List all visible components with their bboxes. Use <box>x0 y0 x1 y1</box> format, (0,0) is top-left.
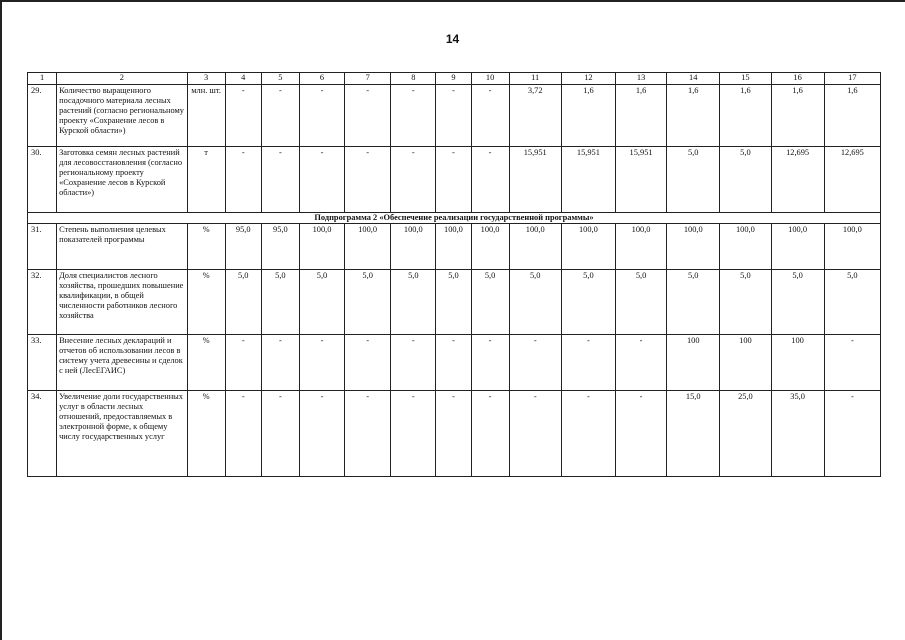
value-cell: 100,0 <box>391 224 436 270</box>
value-cell: - <box>561 391 615 477</box>
header-cell: 13 <box>615 73 666 85</box>
header-cell: 17 <box>824 73 880 85</box>
value-cell: 5,0 <box>299 270 344 335</box>
value-cell: 3,72 <box>509 85 561 147</box>
header-cell: 11 <box>509 73 561 85</box>
header-cell: 15 <box>720 73 771 85</box>
value-cell: 100,0 <box>471 224 509 270</box>
value-cell: 5,0 <box>345 270 391 335</box>
value-cell: - <box>471 335 509 391</box>
value-cell: 12,695 <box>771 147 824 213</box>
value-cell: 25,0 <box>720 391 771 477</box>
value-cell: - <box>225 335 261 391</box>
value-cell: 5,0 <box>667 270 720 335</box>
value-cell: - <box>299 335 344 391</box>
value-cell: 5,0 <box>509 270 561 335</box>
value-cell: - <box>299 147 344 213</box>
table-row <box>28 391 881 477</box>
header-row <box>28 73 881 85</box>
value-cell: - <box>261 147 299 213</box>
value-cell: - <box>615 335 666 391</box>
value-cell: 95,0 <box>225 224 261 270</box>
header-cell: 5 <box>261 73 299 85</box>
value-cell: - <box>824 335 880 391</box>
value-cell: 100 <box>771 335 824 391</box>
value-cell: - <box>299 391 344 477</box>
value-cell: 5,0 <box>720 147 771 213</box>
value-cell: 1,6 <box>824 85 880 147</box>
value-cell: - <box>824 391 880 477</box>
indicator-name: Количество выращенного посадочного материала лесных растений (согласно региональному проекту «Сохранение лесов в Курской области») <box>57 85 187 147</box>
value-cell: 100,0 <box>720 224 771 270</box>
unit-cell: млн. шт. <box>187 85 225 147</box>
header-cell: 3 <box>187 73 225 85</box>
value-cell: 100,0 <box>561 224 615 270</box>
row-number: 30. <box>28 147 57 213</box>
value-cell: 15,951 <box>561 147 615 213</box>
value-cell: 5,0 <box>391 270 436 335</box>
value-cell: 15,951 <box>615 147 666 213</box>
value-cell: 100,0 <box>615 224 666 270</box>
header-cell: 10 <box>471 73 509 85</box>
header-cell: 9 <box>436 73 471 85</box>
unit-cell: % <box>187 224 225 270</box>
table-row <box>28 335 881 391</box>
header-cell: 4 <box>225 73 261 85</box>
table-row <box>28 147 881 213</box>
header-cell: 14 <box>667 73 720 85</box>
value-cell: - <box>225 391 261 477</box>
unit-cell: % <box>187 335 225 391</box>
value-cell: - <box>345 85 391 147</box>
value-cell: 100,0 <box>509 224 561 270</box>
row-number: 29. <box>28 85 57 147</box>
value-cell: - <box>345 335 391 391</box>
value-cell: 100,0 <box>667 224 720 270</box>
header-cell: 16 <box>771 73 824 85</box>
unit-cell: т <box>187 147 225 213</box>
value-cell: - <box>345 147 391 213</box>
section-row <box>28 213 881 224</box>
value-cell: 5,0 <box>436 270 471 335</box>
header-cell: 7 <box>345 73 391 85</box>
indicator-name: Доля специалистов лесного хозяйства, прошедших повышение квалификации, в общей численности работников лесного хозяйства <box>57 270 187 335</box>
value-cell: - <box>225 85 261 147</box>
value-cell: - <box>436 85 471 147</box>
value-cell: - <box>471 85 509 147</box>
value-cell: - <box>225 147 261 213</box>
value-cell: - <box>261 335 299 391</box>
value-cell: - <box>261 391 299 477</box>
value-cell: 5,0 <box>824 270 880 335</box>
table-row <box>28 85 881 147</box>
header-cell: 1 <box>28 73 57 85</box>
value-cell: 100,0 <box>436 224 471 270</box>
value-cell: - <box>471 147 509 213</box>
value-cell: 5,0 <box>720 270 771 335</box>
value-cell: 15,0 <box>667 391 720 477</box>
row-number: 34. <box>28 391 57 477</box>
value-cell: - <box>436 335 471 391</box>
indicator-name: Внесение лесных деклараций и отчетов об использовании лесов в систему учета древесины и сделок с ней (ЛесЕГАИС) <box>57 335 187 391</box>
value-cell: 5,0 <box>615 270 666 335</box>
table-row <box>28 224 881 270</box>
value-cell: - <box>436 147 471 213</box>
value-cell: 100 <box>720 335 771 391</box>
table-row <box>28 270 881 335</box>
value-cell: 5,0 <box>561 270 615 335</box>
header-cell: 6 <box>299 73 344 85</box>
value-cell: - <box>509 335 561 391</box>
indicator-name: Заготовка семян лесных растений для лесовосстановления (согласно региональному проекту «Сохранение лесов в Курской области») <box>57 147 187 213</box>
value-cell: 5,0 <box>225 270 261 335</box>
value-cell: - <box>299 85 344 147</box>
value-cell: - <box>345 391 391 477</box>
value-cell: 100,0 <box>771 224 824 270</box>
value-cell: 5,0 <box>771 270 824 335</box>
value-cell: 100 <box>667 335 720 391</box>
value-cell: 35,0 <box>771 391 824 477</box>
value-cell: 100,0 <box>824 224 880 270</box>
value-cell: 1,6 <box>667 85 720 147</box>
value-cell: - <box>436 391 471 477</box>
value-cell: 5,0 <box>471 270 509 335</box>
row-number: 33. <box>28 335 57 391</box>
indicators-table <box>27 72 881 477</box>
value-cell: - <box>391 147 436 213</box>
value-cell: 1,6 <box>720 85 771 147</box>
value-cell: 1,6 <box>561 85 615 147</box>
indicator-name: Степень выполнения целевых показателей программы <box>57 224 187 270</box>
section-title: Подпрограмма 2 «Обеспечение реализации государственной программы» <box>28 213 881 224</box>
header-cell: 2 <box>57 73 187 85</box>
value-cell: - <box>391 335 436 391</box>
unit-cell: % <box>187 270 225 335</box>
unit-cell: % <box>187 391 225 477</box>
value-cell: 1,6 <box>615 85 666 147</box>
row-number: 31. <box>28 224 57 270</box>
value-cell: 5,0 <box>667 147 720 213</box>
value-cell: - <box>391 85 436 147</box>
value-cell: - <box>261 85 299 147</box>
value-cell: 15,951 <box>509 147 561 213</box>
value-cell: 95,0 <box>261 224 299 270</box>
indicator-name: Увеличение доли государственных услуг в области лесных отношений, предоставляемых в электронной форме, к общему числу государственных услуг <box>57 391 187 477</box>
value-cell: 12,695 <box>824 147 880 213</box>
value-cell: - <box>615 391 666 477</box>
value-cell: - <box>561 335 615 391</box>
value-cell: - <box>471 391 509 477</box>
value-cell: 100,0 <box>345 224 391 270</box>
page-number: 14 <box>445 32 460 46</box>
value-cell: - <box>509 391 561 477</box>
value-cell: 5,0 <box>261 270 299 335</box>
value-cell: - <box>391 391 436 477</box>
header-cell: 8 <box>391 73 436 85</box>
row-number: 32. <box>28 270 57 335</box>
value-cell: 100,0 <box>299 224 344 270</box>
value-cell: 1,6 <box>771 85 824 147</box>
header-cell: 12 <box>561 73 615 85</box>
